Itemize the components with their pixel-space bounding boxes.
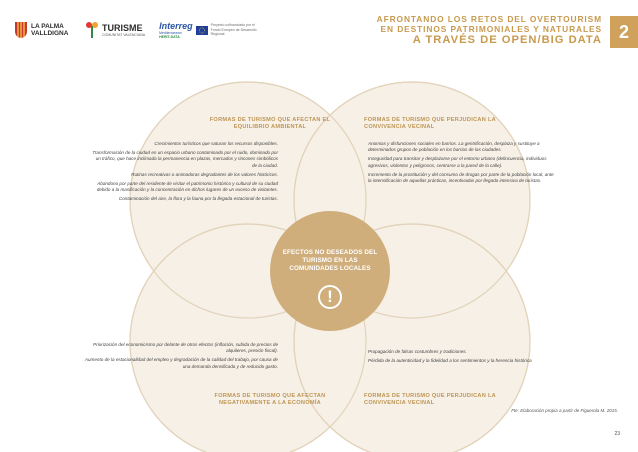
turisme-text: TURISME (102, 23, 143, 33)
list-item: Abandono por parte del residente de visitar el patrimonio histórico y cultural de su ciudad debido a la masificación y la concentración en dichos lugares de un exceso de visitantes. (96, 181, 278, 193)
list-item: Anomias y disfunciones sociales en barrios. La gentrificación, desplaza y sustituye a determinados grupos de población en los barrios de las ciudades. (368, 141, 540, 153)
header-title-line3: A TRAVÉS DE OPEN/BIG DATA (412, 34, 602, 46)
list-item: Priorización del economicismo por delante de otros efectos (inflación, subida de precios de alquileres, presión fiscal). (93, 342, 278, 354)
list-item: Crecimientos turísticos que saturan los recursos disponibles. (154, 141, 278, 146)
list-item: Propagación de falsas costumbres y tradiciones. (368, 349, 467, 354)
bottom-left-title: FORMAS DE TURISMO QUE AFECTAN NEGATIVAMENTE A LA ECONOMÍA (214, 393, 326, 406)
header-title-line2: EN DESTINOS PATRIMONIALES Y NATURALES (380, 24, 602, 34)
herit-data-text: HERIT-DATA (159, 35, 180, 39)
bottom-right-list (368, 349, 544, 367)
list-item: Aumento de la estacionalidad del empleo y degradación de la calidad del trabajo, por causa de una demanda densificada y de reducido gasto. (84, 357, 278, 369)
center-label: EFECTOS NO DESEADOS DEL TURISMO EN LAS COMUNIDADES LOCALES (282, 249, 378, 272)
top-right-title: FORMAS DE TURISMO QUE PERJUDICAN LA CONVIVENCIA VECINAL (364, 117, 496, 130)
list-item: Rutinas recreativas o animadoras degradantes de los valores históricos. (131, 171, 278, 177)
bottom-right-title: FORMAS DE TURISMO QUE PERJUDICAN LA CONVIVENCIA VECINAL (364, 393, 496, 406)
list-item: Transformación de la ciudad en un espacio urbano contaminado por el ruido, dominado por un tráfico, que hace inclimada la permanencia en plazas, mercados y rincones simbólicos de la ciudad. (92, 150, 278, 168)
cofinanced-text: Proyecto cofinanciado por el Fondo Europeo de Desarrollo Regional (210, 23, 257, 37)
top-left-title: FORMAS DE TURISMO QUE AFECTAN EL EQUILIBRIO AMBIENTAL (209, 117, 331, 130)
top-right-list (368, 141, 554, 187)
top-left-list (92, 141, 278, 206)
list-item: Inseguridad para transitar y desplazarse por el entorno urbano (delincuencia, individuos agresivos, violentos y peligrosos, centrarse a la pared de la calle). (368, 156, 547, 168)
turisme-sub: COMUNITAT VALENCIANA (102, 33, 146, 37)
interreg-text: Interreg (159, 21, 193, 31)
chapter-badge: 2 (610, 16, 638, 48)
source-note: Fte: Elaboración propia a partir de Figuerola M. 2015. (511, 408, 618, 413)
list-item: Contaminación del aire, la flora y la fauna por la llegada estacional de turistas. (118, 196, 278, 202)
header-title-line1: AFRONTANDO LOS RETOS DEL OVERTOURISM (376, 14, 602, 24)
list-item: Pérdida de la autenticidad y la fidelidad a los sentimientos y la herencia histórica (368, 358, 532, 364)
bottom-left-list (84, 342, 278, 373)
interreg-sub: Mediterranean (159, 31, 182, 35)
exclamation-icon: ! (318, 285, 342, 309)
page-number: 23 (614, 431, 620, 437)
list-item: Incremento de la prostitución y del consumo de drogas por parte de la población local, ante la intensificación de aquellas prácticas, incentivadas por llegada intensiva de turistas. (368, 171, 554, 184)
la-palma-text: LA PALMA VALLDIGNA (31, 23, 69, 37)
